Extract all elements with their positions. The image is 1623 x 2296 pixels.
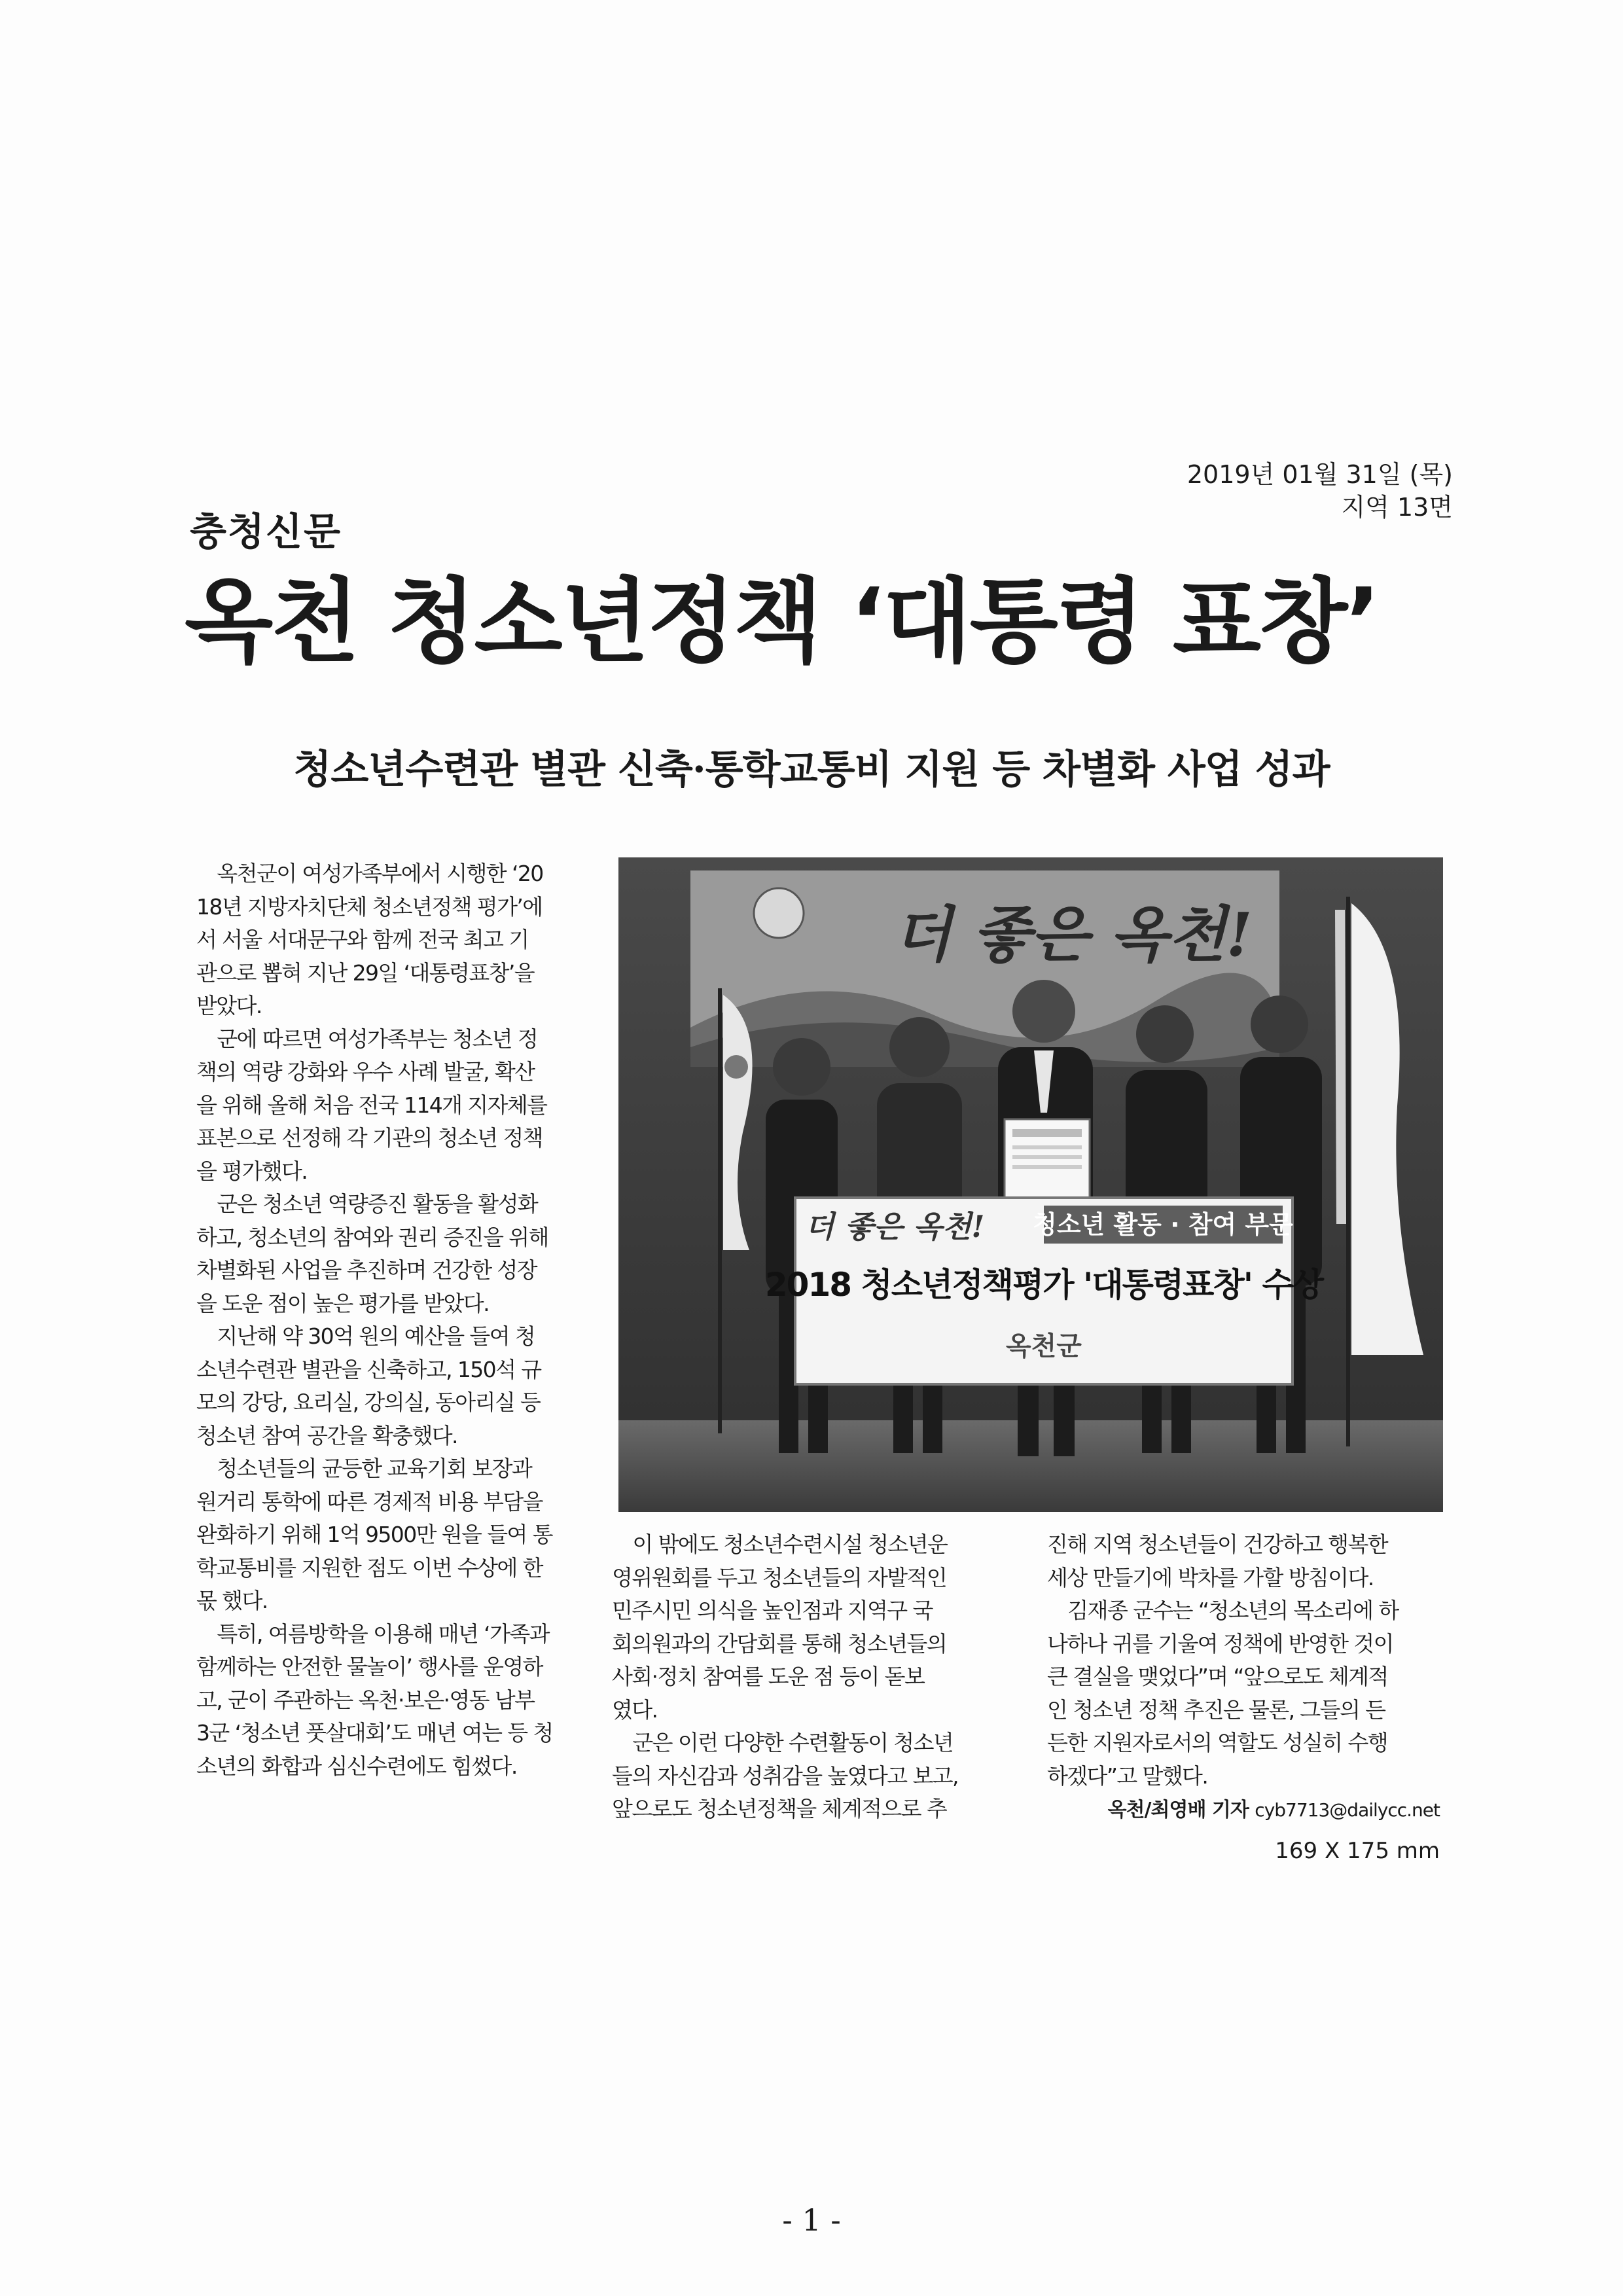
article-line: 청소년들의 균등한 교육기회 보장과 [196,1456,532,1481]
article-line: 모의 강당, 요리실, 강의실, 동아리실 등 [196,1390,541,1415]
article-line: 진해 지역 청소년들이 건강하고 행복한 [1047,1532,1388,1557]
article-line: 서 서울 서대문구와 함께 전국 최고 기 [196,927,529,952]
article-line: 특히, 여름방학을 이용해 매년 ‘가족과 [196,1621,549,1647]
article-column-1 [196,857,589,1783]
article-column-2 [612,1528,1031,1826]
article-line: 을 도운 점이 높은 평가를 받았다. [196,1290,489,1316]
date-line: 2019년 01월 31일 (목) [1186,460,1453,489]
article-line: 회의원과의 간담회를 통해 청소년들의 [612,1630,947,1657]
publication-date [1073,458,1453,524]
article-line: 을 평가했다. [196,1158,308,1184]
page-number: - 1 - [782,2202,841,2238]
article-line: 차별화된 사업을 추진하며 건강한 성장 [196,1257,537,1283]
article-line: 18년 지방자치단체 청소년정책 평가’에 [196,893,543,920]
clipping-size: 169 X 175 mm [1275,1838,1440,1864]
article-line: 앞으로도 청소년정책을 체계적으로 추 [612,1796,947,1821]
article-line: 나하나 귀를 기울여 정책에 반영한 것이 [1047,1630,1393,1657]
banner-org: 옥천군 [1006,1331,1082,1361]
article-line: 군은 청소년 역량증진 활동을 활성화 [196,1191,538,1217]
newspaper-name: 충청신문 [190,509,342,554]
article-line: 소년의 화합과 심신수련에도 힘썼다. [196,1753,517,1779]
article-line: 옥천군이 여성가족부에서 시행한 ‘20 [196,861,543,886]
banner-slogan: 더 좋은 옥천! [805,1209,985,1244]
article-line: 사회·정치 참여를 도운 점 등이 돋보 [612,1664,925,1689]
article-line: 큰 결실을 맺었다”며 “앞으로도 체계적 [1047,1664,1388,1689]
reporter-name: 옥천/최영배 기자 [1107,1799,1249,1821]
article-line: 함께하는 안전한 물놀이’ 행사를 운영하 [196,1654,543,1679]
article-line: 고, 군이 주관하는 옥천·보은·영동 남부 [196,1687,535,1713]
headline: 옥천 청소년정책 ‘대통령 표창’ [185,569,1379,675]
byline [1047,1793,1440,1822]
article-line: 영위원회를 두고 청소년들의 자발적인 [612,1564,947,1590]
article-line: 표본으로 선정해 각 기관의 청소년 정책 [196,1125,543,1151]
backdrop-slogan: 더 좋은 옥천! [893,899,1253,970]
article-line: 든한 지원자로서의 역할도 성실히 수행 [1047,1730,1388,1755]
article-line: 였다. [612,1696,658,1723]
banner-category: 청소년 활동 · 참여 부문 [1033,1210,1293,1239]
article-line: 원거리 통학에 따른 경제적 비용 부담을 [196,1488,543,1515]
article-line: 들의 자신감과 성취감을 높였다고 보고, [612,1763,958,1789]
photo-illustration [618,857,1443,1512]
section-page: 지역 13면 [1341,493,1453,522]
article-line: 인 청소년 정책 추진은 물론, 그들의 든 [1047,1696,1385,1723]
article-line: 청소년 참여 공간을 확충했다. [196,1422,457,1448]
article-line: 김재종 군수는 “청소년의 목소리에 하 [1047,1598,1399,1623]
article-line: 하겠다”고 말했다. [1047,1763,1208,1789]
reporter-email: cyb7713@dailycc.net [1255,1799,1440,1821]
article-line: 관으로 뽑혀 지난 29일 ‘대통령표창’을 [196,960,535,986]
subheadline: 청소년수련관 별관 신축·통학교통비 지원 등 차별화 사업 성과 [293,747,1330,793]
article-line: 하고, 청소년의 참여와 권리 증진을 위해 [196,1224,548,1250]
article-line: 군은 이런 다양한 수련활동이 청소년 [612,1730,954,1755]
article-line: 군에 따르면 여성가족부는 청소년 정 [196,1026,538,1052]
article-line: 소년수련관 별관을 신축하고, 150석 규 [196,1356,541,1382]
article-line: 을 위해 올해 처음 전국 114개 지자체를 [196,1092,547,1118]
article-line: 3군 ‘청소년 풋살대회’도 매년 여는 등 청 [196,1720,553,1746]
article-line: 이 밖에도 청소년수련시설 청소년운 [612,1532,948,1557]
article-line: 책의 역량 강화와 우수 사례 발굴, 확산 [196,1059,535,1085]
article-column-3 [1047,1528,1466,1793]
article-line: 세상 만들기에 박차를 가할 방침이다. [1047,1564,1374,1590]
article-line: 받았다. [196,993,262,1018]
article-line: 민주시민 의식을 높인점과 지역구 국 [612,1598,933,1623]
article-line: 지난해 약 30억 원의 예산을 들여 청 [196,1323,535,1349]
award-photo [618,857,1443,1512]
banner-title: 2018 청소년정책평가 '대통령표창' 수상 [764,1266,1323,1304]
article-line: 몫 했다. [196,1588,268,1613]
article-line: 학교통비를 지원한 점도 이번 수상에 한 [196,1554,543,1581]
article-line: 완화하기 위해 1억 9500만 원을 들여 통 [196,1522,552,1547]
